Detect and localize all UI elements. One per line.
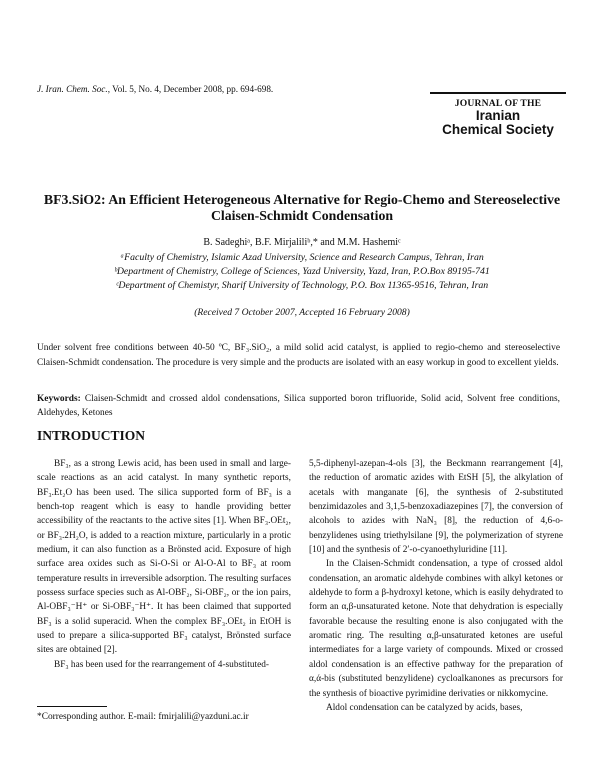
article-title xyxy=(40,192,564,224)
footnote-rule xyxy=(37,706,107,707)
logo-line-iranian: Iranian xyxy=(475,108,521,123)
citation-journal-name: J. Iran. Chem. Soc. xyxy=(37,84,108,94)
received-dates: (Received 7 October 2007, Accepted 16 February 2008) xyxy=(194,307,410,318)
journal-logo xyxy=(430,92,566,137)
section-heading-introduction: INTRODUCTION xyxy=(37,428,146,443)
title-line-2: Claisen-Schmidt Condensation xyxy=(210,208,394,223)
left-column xyxy=(37,457,291,672)
intro-paragraph: BF₃, as a strong Lewis acid, has been used in small and large-scale reactions as an acid catalyst. In many synthetic reports, BF₃.Et₂O has been used. The silica supported form of BF₃ is a bench-top reagent which is easy to handle providing better accessibility of the reactants to the active sites [1]. When BF₃.OEt₂, or BF₃.2H₂O, is added to a reaction mixture, particularly in a protic medium, it can also function as a Brönsted acid. Exposure of high surface area oxides such as Si-O-Si or Al-O-Al to BF₃ at room temperature results in irreversible adsorption. The resulting surfaces possess surface species such as Al-OBF₂, Si-OBF₂, or the ion pairs, Al-OBF₃⁻H⁺ or Si-OBF₃⁻H⁺. It has been claimed that supported BF₃ is a solid superacid. When the complex BF₃.OEt₂ in EtOH is used to prepare a silica-supported BF₃ catalyst, Brönsted surface sites are obtained [2]. xyxy=(37,459,291,656)
keywords xyxy=(37,392,560,420)
affiliation-c: ᶜDepartment of Chemistyr, Sharif University of Technology, P.O. Box 11365-9516, Tehran, Iran xyxy=(115,280,489,291)
intro-paragraph: In the Claisen-Schmidt condensation, a type of crossed aldol condensation, an aromatic aldehyde combines with alkyl ketones or aldehyde to form a β-hydroxyl ketone, which is easily dehydrated to form an α,β-unsaturated ketone. Note that dehydration is especially favorable because the resulting enone is also conjugated with the aromatic ring. The resulting α,β-unsaturated ketones are useful intermediates for a large variety of compounds. Mixed or crossed aldol condensation is an effective pathway for the preparation of α,ά-bis (substituted benzylidene) cycloalkanones as precursors for the synthesis of bioactive pyrimidine derivaties or nikkomycine. xyxy=(309,559,563,699)
logo-line-chemical-society: Chemical Society xyxy=(442,122,554,137)
intro-paragraph: 5,5-diphenyl-azepan-4-ols [3], the Beckmann rearrangement [4], the reduction of aromatic azides with EtSH [5], the alkylation of acetals with manganate [6], the synthesis of 2-substituted benzimidazoles and 3,1,5-benzoxadiazepines [7], the conversion of alcohols to azides with NaN₃ [8], the reduction of 4,6-o-benzylidenes using triethylsilane [9], the polymerization of styrene [10] and the synthesis of 2′-o-cyanoethyluridine [11]. xyxy=(309,459,563,556)
logo-rule xyxy=(430,92,566,94)
journal-citation xyxy=(37,84,273,94)
keywords-label: Keywords: xyxy=(37,394,81,404)
corresponding-author-footnote: *Corresponding author. E-mail: fmirjalili@yazduni.ac.ir xyxy=(37,712,249,722)
citation-volume-pages: , Vol. 5, No. 4, December 2008, pp. 694-698. xyxy=(107,84,274,94)
affiliation-b: ᵇDepartment of Chemistry, College of Sciences, Yazd University, Yazd, Iran, P.O.Box 89195-741 xyxy=(114,266,490,277)
right-column xyxy=(309,457,563,715)
affiliation-a: ᵃFaculty of Chemistry, Islamic Azad University, Science and Research Campus, Tehran, Iran xyxy=(120,252,484,263)
intro-paragraph: Aldol condensation can be catalyzed by acids, bases, xyxy=(326,702,523,713)
abstract: Under solvent free conditions between 40-50 ºC, BF₃.SiO₂, a mild solid acid catalyst, is applied to regio-chemo and stereoselective Claisen-Schmidt condensation. The procedure is very simple and the products are isolated with an easy workup in good to excellent yields. xyxy=(37,343,560,368)
title-line-1: BF3.SiO2: An Efficient Heterogeneous Alternative for Regio-Chemo and Stereoselective xyxy=(43,192,561,207)
logo-line-journal-of-the: JOURNAL OF THE xyxy=(454,98,542,109)
intro-paragraph: BF₃ has been used for the rearrangement of 4-substituted- xyxy=(54,659,269,670)
author-list: B. Sadeghiᵃ, B.F. Mirjaliliᵇ,* and M.M. Hashemiᶜ xyxy=(203,237,401,248)
keywords-text: Claisen-Schmidt and crossed aldol condensations, Silica supported boron trifluoride, Solid acid, Solvent free conditions, Aldehydes, Ketones xyxy=(37,394,560,419)
